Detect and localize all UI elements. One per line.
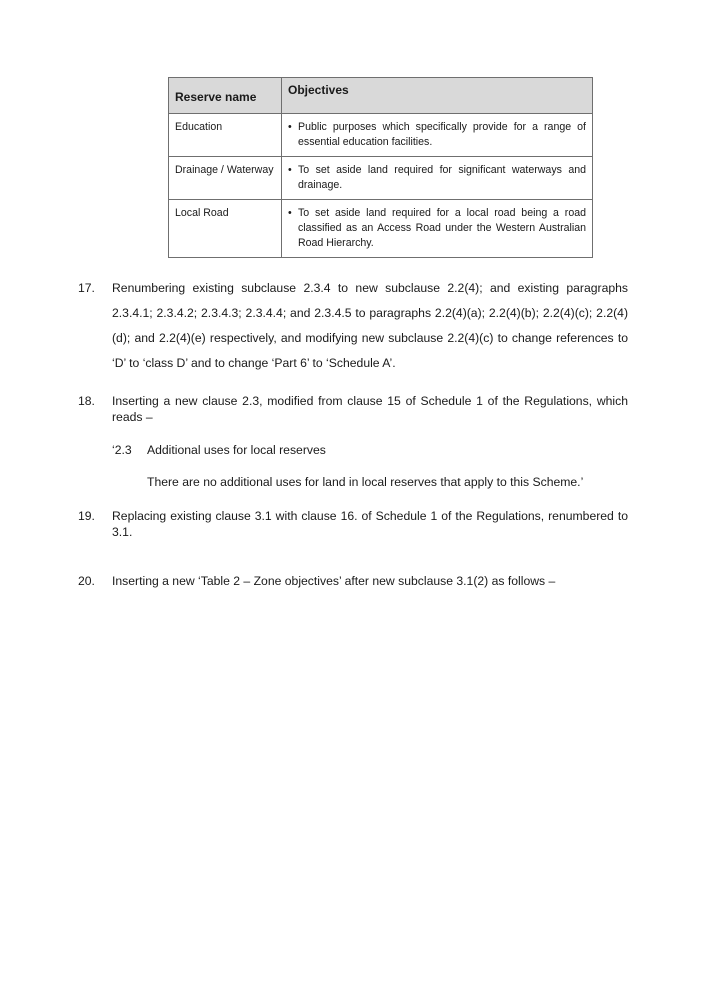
objective-text: To set aside land required for a local road being a road classified as an Access Road under the Western Australian Road Hierarchy. [298, 207, 586, 249]
item-text: Inserting a new clause 2.3, modified from clause 15 of Schedule 1 of the Regulations, which reads – [112, 394, 628, 424]
objective-cell [282, 157, 593, 200]
item-number: 20. [78, 574, 95, 588]
item-text: Renumbering existing subclause 2.3.4 to new subclause 2.2(4); and existing paragraphs 2.3.4.1; 2.3.4.2; 2.3.4.3; 2.3.4.4; and 2.3.4.5 to paragraphs 2.2(4)(a); 2.2(4)(b); 2.2(4)(c); 2.2(4)(d); and 2.2(4)(e) respectively, and modifying new subclause 2.2(4)(c) to change references to ‘D’ to ‘class D’ and to change ‘Part 6’ to ‘Schedule A’. [112, 281, 628, 370]
table-row [169, 157, 593, 200]
reserve-name-cell: Drainage / Waterway [169, 157, 282, 200]
table-row [169, 200, 593, 258]
objective-text: To set aside land required for significant waterways and drainage. [298, 164, 586, 191]
amendment-item-19 [78, 508, 628, 540]
column-header-objectives: Objectives [282, 78, 593, 114]
amendment-item-20 [78, 573, 628, 589]
table-header-row [169, 78, 593, 114]
item-number: 17. [78, 281, 95, 295]
objective-cell [282, 200, 593, 258]
item-text: Inserting a new ‘Table 2 – Zone objectives’ after new subclause 3.1(2) as follows – [112, 574, 556, 588]
bullet-icon: • [288, 164, 292, 176]
reserve-name-cell: Education [169, 114, 282, 157]
item-text: Replacing existing clause 3.1 with clause 16. of Schedule 1 of the Regulations, renumbered to 3.1. [112, 509, 628, 539]
quoted-clause-number: ‘2.3 [112, 443, 132, 457]
item-number: 19. [78, 509, 95, 523]
amendment-item-17 [78, 276, 628, 376]
objective-text: Public purposes which specifically provide for a range of essential education facilities. [298, 121, 586, 148]
reserve-objectives-table [168, 77, 593, 258]
reserve-name-cell: Local Road [169, 200, 282, 258]
bullet-icon: • [288, 207, 292, 219]
amendment-item-18 [78, 393, 628, 425]
quoted-clause-heading [112, 443, 326, 457]
bullet-icon: • [288, 121, 292, 133]
item-number: 18. [78, 394, 95, 408]
quoted-clause-title: Additional uses for local reserves [147, 443, 326, 457]
column-header-reserve-name: Reserve name [169, 78, 282, 114]
objective-cell [282, 114, 593, 157]
quoted-clause-body: There are no additional uses for land in local reserves that apply to this Scheme.’ [147, 475, 584, 489]
table-row [169, 114, 593, 157]
